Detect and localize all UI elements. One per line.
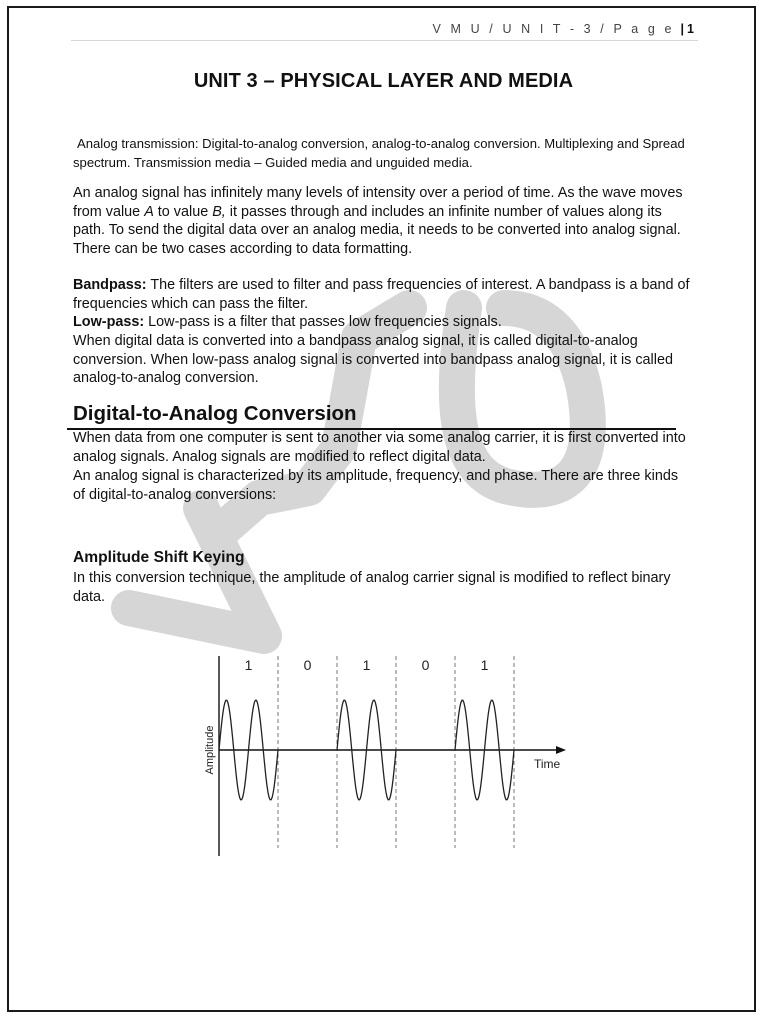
bit-label: 0	[421, 657, 430, 673]
intro-paragraph	[73, 184, 693, 259]
lowpass-label: Low-pass:	[73, 314, 145, 330]
ask-figure	[199, 648, 579, 858]
page-number: 1	[687, 22, 694, 36]
bit-label: 0	[303, 657, 312, 673]
intro-text-2: to value	[153, 203, 213, 220]
x-axis-arrowhead	[556, 746, 566, 754]
intro-var-a: A	[144, 203, 154, 220]
y-axis-label: Amplitude	[204, 725, 216, 775]
conversion-note-paragraph: When digital data is converted into a bandpass analog signal, it is called digital-to-analog conversion. When low-pass analog signal is converted into bandpass analog signal, it is called analog-to-analog conversion.	[73, 333, 673, 387]
dac-heading: Digital-to-Analog Conversion	[73, 402, 357, 425]
header-separator: |	[680, 22, 685, 36]
page-title: UNIT 3 – PHYSICAL LAYER AND MEDIA	[193, 70, 574, 92]
header-rule	[71, 40, 698, 41]
syllabus-paragraph: Analog transmission: Digital-to-analog conversion, analog-to-analog conversion. Multiplexing and Spread spectrum. Transmission media – Guided media and unguided media.	[73, 136, 685, 170]
document-page	[7, 6, 756, 1012]
bandpass-text: The filters are used to filter and pass frequencies of interest. A bandpass is a band of frequencies which can pass the filter.	[73, 277, 690, 312]
intro-text-1: An analog signal has infinitely many levels of intensity over a period of time. As the wave moves from value	[73, 185, 683, 220]
bit-label: 1	[362, 657, 371, 673]
ask-paragraph: In this conversion technique, the amplitude of analog carrier signal is modified to reflect binary data.	[73, 570, 671, 605]
ask-signal-line	[219, 700, 514, 799]
dac-paragraph-1: When data from one computer is sent to another via some analog carrier, it is first converted into analog signals. Analog signals are modified to reflect digital data.	[73, 430, 686, 465]
lowpass-paragraph	[73, 313, 693, 332]
intro-var-b: B,	[212, 203, 226, 220]
header-text: V M U / U N I T - 3 / P a g e	[432, 22, 675, 36]
running-header	[433, 22, 695, 36]
lowpass-text: Low-pass is a filter that passes low frequencies signals.	[144, 314, 502, 330]
bit-label: 1	[244, 657, 253, 673]
intro-text-3: it passes through and includes an infinite number of values along its path. To send the digital data over an analog media, it needs to be converted into analog signal. There can be two cases according to data formatting.	[73, 203, 681, 258]
bandpass-label: Bandpass:	[73, 277, 147, 293]
ask-heading: Amplitude Shift Keying	[73, 549, 245, 566]
dac-paragraph-2: An analog signal is characterized by its amplitude, frequency, and phase. There are three kinds of digital-to-analog conversions:	[73, 468, 679, 503]
x-axis-label: Time	[534, 757, 561, 771]
bit-label: 1	[480, 657, 489, 673]
bandpass-paragraph	[73, 276, 693, 313]
